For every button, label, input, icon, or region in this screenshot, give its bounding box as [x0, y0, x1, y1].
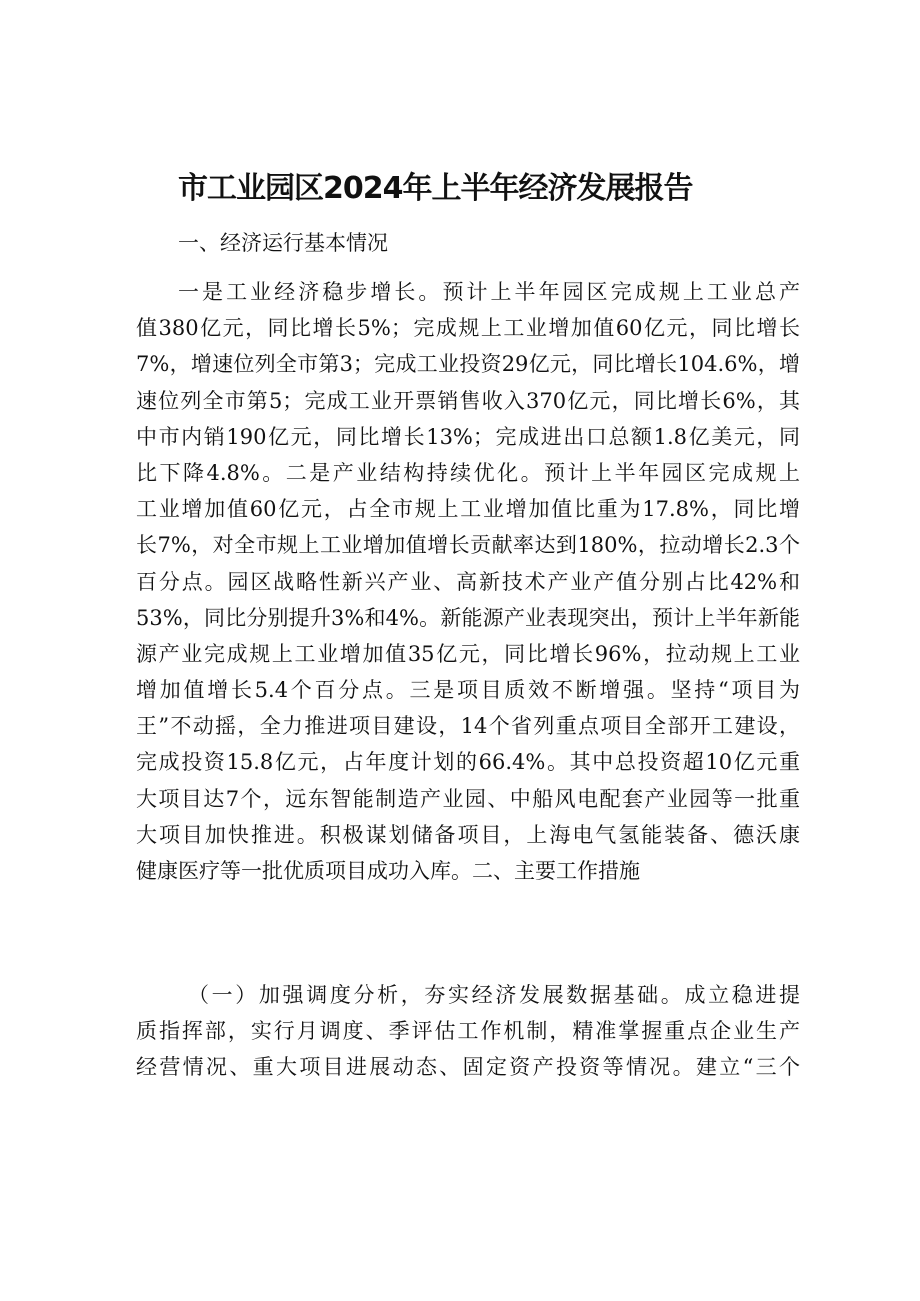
paragraph-line: 7%，增速位列全市第3；完成工业投资29亿元，同比增长104.6%，增 [136, 352, 800, 377]
paragraph-line: 源产业完成规上工业增加值35亿元，同比增长96%，拉动规上工业 [136, 641, 800, 666]
paragraph-line: 完成投资15.8亿元，占年度计划的66.4%。其中总投资超10亿元重 [136, 750, 800, 775]
paragraph-line: （一）加强调度分析，夯实经济发展数据基础。成立稳进提 [188, 983, 800, 1007]
section-heading: 一、经济运行基本情况 [178, 231, 388, 255]
paragraph-line: 王”不动摇，全力推进项目建设，14个省列重点项目全部开工建设， [136, 714, 800, 739]
paragraph-line: 大项目加快推进。积极谋划储备项目，上海电气氢能装备、德沃康 [136, 822, 800, 847]
paragraph-work-measures [136, 977, 800, 1086]
paragraph-line: 质指挥部，实行月调度、季评估工作机制，精准掌握重点企业生产 [136, 1019, 800, 1044]
paragraph-economic-overview [136, 274, 800, 889]
paragraph-line: 经营情况、重大项目进展动态、固定资产投资等情况。建立“三个 [136, 1055, 800, 1080]
paragraph-line: 比下降4.8%。二是产业结构持续优化。预计上半年园区完成规上 [136, 460, 800, 485]
paragraph-line: 53%，同比分别提升3%和4%。新能源产业表现突出，预计上半年新能 [136, 605, 800, 630]
paragraph-line: 速位列全市第5；完成工业开票销售收入370亿元，同比增长6%，其 [136, 388, 800, 413]
paragraph-line: 百分点。园区战略性新兴产业、高新技术产业产值分别占比42%和 [136, 569, 800, 594]
document-title: 市工业园区2024年上半年经济发展报告 [178, 171, 693, 206]
paragraph-line: 健康医疗等一批优质项目成功入库。二、主要工作措施 [136, 859, 640, 883]
paragraph-line: 中市内销190亿元，同比增长13%；完成进出口总额1.8亿美元，同 [136, 424, 800, 449]
paragraph-line: 大项目达7个，远东智能制造产业园、中船风电配套产业园等一批重 [136, 786, 800, 811]
paragraph-line: 工业增加值60亿元，占全市规上工业增加值比重为17.8%，同比增 [136, 497, 800, 522]
paragraph-line: 增加值增长5.4个百分点。三是项目质效不断增强。坚持“项目为 [136, 678, 800, 703]
paragraph-line: 值380亿元，同比增长5%；完成规上工业增加值60亿元，同比增长 [136, 316, 800, 341]
paragraph-line: 长7%，对全市规上工业增加值增长贡献率达到180%，拉动增长2.3个 [136, 533, 800, 558]
paragraph-line: 一是工业经济稳步增长。预计上半年园区完成规上工业总产 [178, 280, 800, 304]
